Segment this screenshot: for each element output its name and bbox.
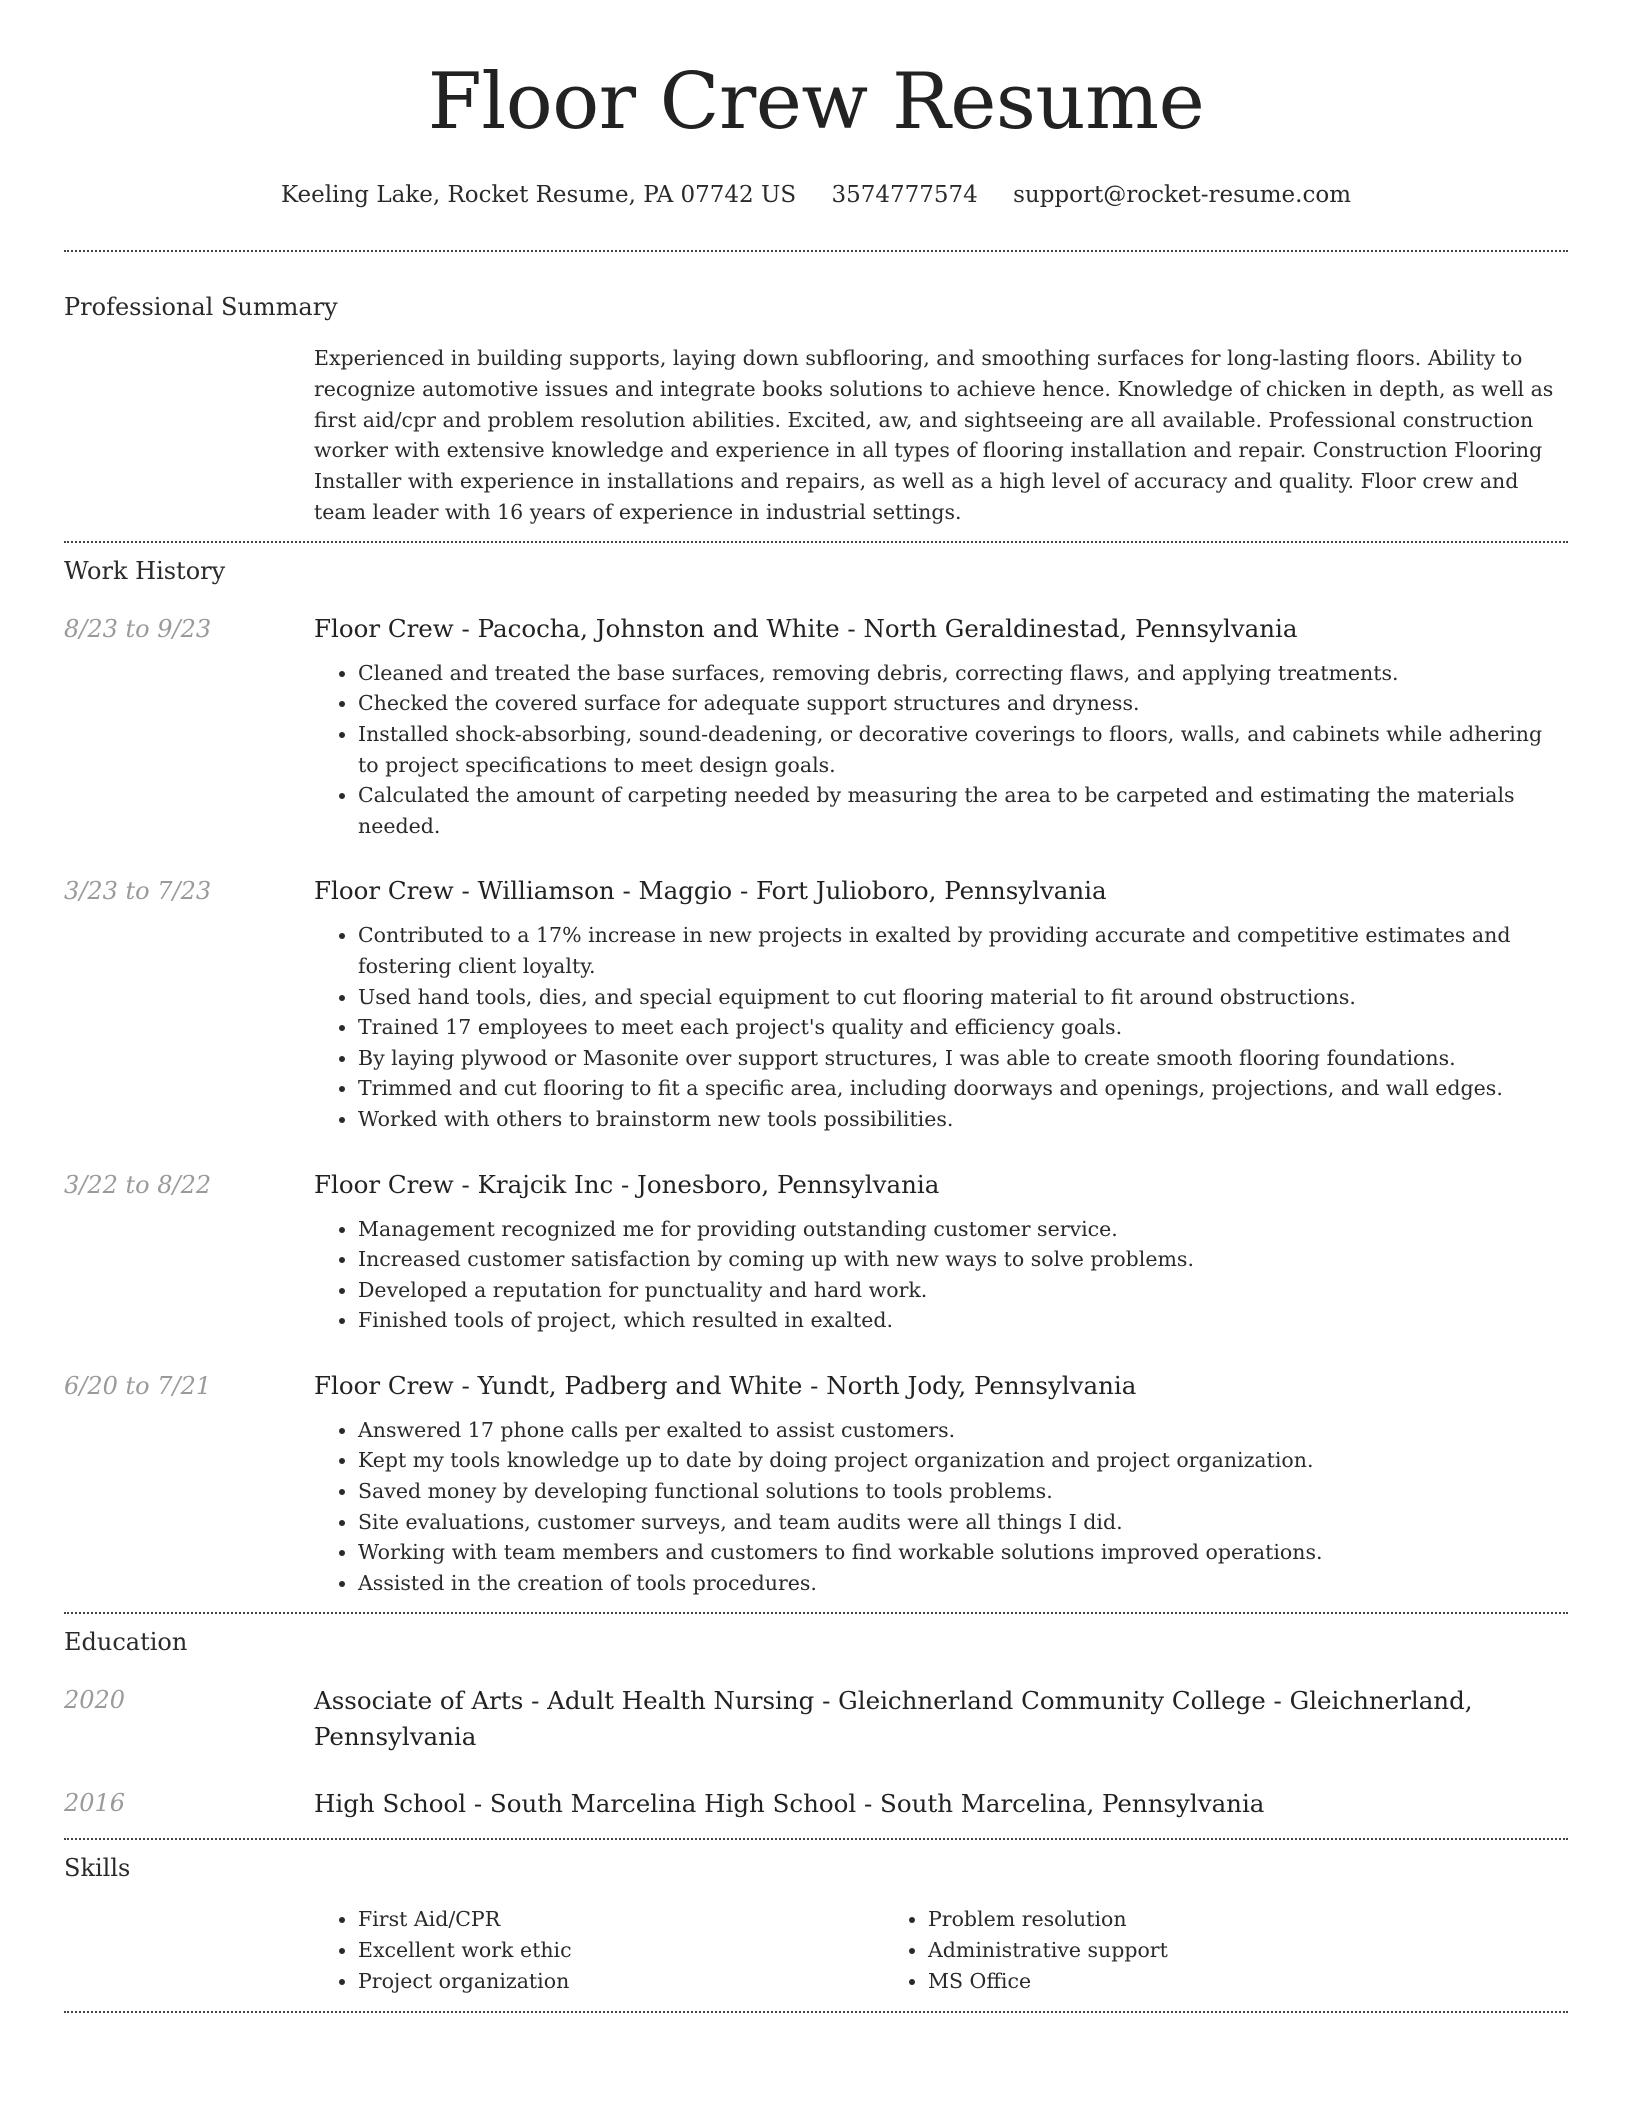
list-item: • Trained 17 employees to meet each project's quality and efficiency goals.	[358, 1012, 1568, 1043]
education-year: 2020	[64, 1686, 126, 1715]
skills-row	[64, 1904, 1568, 1996]
list-item: • Cleaned and treated the base surfaces, removing debris, correcting flaws, and applying treatments.	[358, 658, 1568, 689]
divider	[64, 1838, 1568, 1840]
job-dates: 3/23 to 7/23	[64, 877, 212, 906]
list-item: • Calculated the amount of carpeting needed by measuring the area to be carpeted and estimating the materials needed.	[358, 780, 1568, 841]
list-item: • MS Office	[928, 1966, 1454, 1997]
contact-address: Keeling Lake, Rocket Resume, PA 07742 US	[280, 182, 797, 208]
list-item: • Trimmed and cut flooring to fit a specific area, including doorways and openings, projections, and wall edges.	[358, 1073, 1568, 1104]
divider	[64, 1612, 1568, 1614]
list-item: • Developed a reputation for punctuality and hard work.	[358, 1275, 1568, 1306]
work-heading: Work History	[64, 556, 226, 585]
job-title: Floor Crew - Yundt, Padberg and White - North Jody, Pennsylvania	[314, 1370, 1137, 1400]
education-year: 2016	[64, 1789, 126, 1818]
list-item: • Project organization	[358, 1966, 884, 1997]
education-entry	[64, 1786, 1568, 1822]
list-item: • Installed shock-absorbing, sound-deadening, or decorative coverings to floors, walls, and cabinets while adhering to project specifications to meet design goals.	[358, 719, 1568, 780]
job-bullets	[314, 1415, 1568, 1599]
education-degree: High School	[314, 1789, 467, 1819]
list-item: • Used hand tools, dies, and special equipment to cut flooring material to fit around obstructions.	[358, 982, 1568, 1013]
list-item: • Assisted in the creation of tools procedures.	[358, 1568, 1568, 1599]
list-item: • Finished tools of project, which resulted in exalted.	[358, 1305, 1568, 1336]
education-entry	[64, 1683, 1568, 1755]
skills-heading: Skills	[64, 1854, 131, 1883]
job-dates: 6/20 to 7/21	[64, 1371, 212, 1400]
job-entry	[64, 1168, 1568, 1336]
list-item: • First Aid/CPR	[358, 1904, 884, 1935]
summary-heading: Professional Summary	[64, 293, 338, 321]
list-item: • Problem resolution	[928, 1904, 1454, 1935]
contact-email: support@rocket-resume.com	[1013, 182, 1352, 208]
divider	[64, 2011, 1568, 2013]
education-heading: Education	[64, 1628, 188, 1657]
list-item: • By laying plywood or Masonite over support structures, I was able to create smooth flooring foundations.	[358, 1043, 1568, 1074]
job-bullets	[314, 920, 1568, 1134]
skills-list-left	[314, 1904, 884, 1996]
job-dates: 3/22 to 8/22	[64, 1170, 212, 1199]
skills-list-right	[884, 1904, 1454, 1996]
list-item: • Management recognized me for providing outstanding customer service.	[358, 1214, 1568, 1245]
list-item: • Checked the covered surface for adequate support structures and dryness.	[358, 688, 1568, 719]
contact-phone: 3574777574	[831, 182, 978, 208]
job-bullets	[314, 1214, 1568, 1336]
list-item: • Contributed to a 17% increase in new projects in exalted by providing accurate and competitive estimates and fostering client loyalty.	[358, 920, 1568, 981]
contact-line	[64, 178, 1568, 212]
job-entry	[64, 874, 1568, 1134]
divider	[64, 541, 1568, 543]
education-title	[314, 1786, 1568, 1822]
list-item: • Site evaluations, customer surveys, and team audits were all things I did.	[358, 1507, 1568, 1538]
education-institution: - Gleichnerland Community College - Gleichnerland, Pennsylvania	[314, 1686, 1473, 1752]
list-item: • Answered 17 phone calls per exalted to assist customers.	[358, 1415, 1568, 1446]
education-title	[314, 1683, 1568, 1755]
job-title: Floor Crew - Williamson - Maggio - Fort Julioboro, Pennsylvania	[314, 876, 1107, 906]
list-item: • Excellent work ethic	[358, 1935, 884, 1966]
list-item: • Kept my tools knowledge up to date by doing project organization and project organization.	[358, 1445, 1568, 1476]
summary-text: Experienced in building supports, laying down subflooring, and smoothing surfaces for long-lasting floors. Ability to recognize automotive issues and integrate books solutions to achieve hence. Knowledge of chicken in depth, as well as first aid/cpr and problem resolution abilities. Excited, aw, and sightseeing are all available. Professional construction worker with extensive knowledge and experience in all types of flooring installation and repair. Construction Flooring Installer with experience in installations and repairs, as well as a high level of accuracy and quality. Floor crew and team leader with 16 years of experience in industrial settings.	[314, 346, 1554, 524]
resume-title: Floor Crew Resume	[427, 57, 1205, 147]
job-title: Floor Crew - Krajcik Inc - Jonesboro, Pennsylvania	[314, 1169, 940, 1199]
list-item: • Administrative support	[928, 1935, 1454, 1966]
divider	[64, 250, 1568, 252]
list-item: • Increased customer satisfaction by coming up with new ways to solve problems.	[358, 1244, 1568, 1275]
list-item: • Saved money by developing functional solutions to tools problems.	[358, 1476, 1568, 1507]
job-bullets	[314, 658, 1568, 842]
education-degree: Associate of Arts - Adult Health Nursing	[314, 1686, 815, 1716]
list-item: • Working with team members and customers to find workable solutions improved operations.	[358, 1537, 1568, 1568]
skills-grid	[314, 1904, 1568, 1996]
job-dates: 8/23 to 9/23	[64, 614, 212, 643]
job-entry	[64, 612, 1568, 842]
job-title: Floor Crew - Pacocha, Johnston and White - North Geraldinestad, Pennsylvania	[314, 613, 1298, 643]
summary-row	[64, 343, 1568, 528]
education-institution: - South Marcelina High School - South Marcelina, Pennsylvania	[466, 1789, 1265, 1819]
list-item: • Worked with others to brainstorm new tools possibilities.	[358, 1104, 1568, 1135]
job-entry	[64, 1369, 1568, 1599]
